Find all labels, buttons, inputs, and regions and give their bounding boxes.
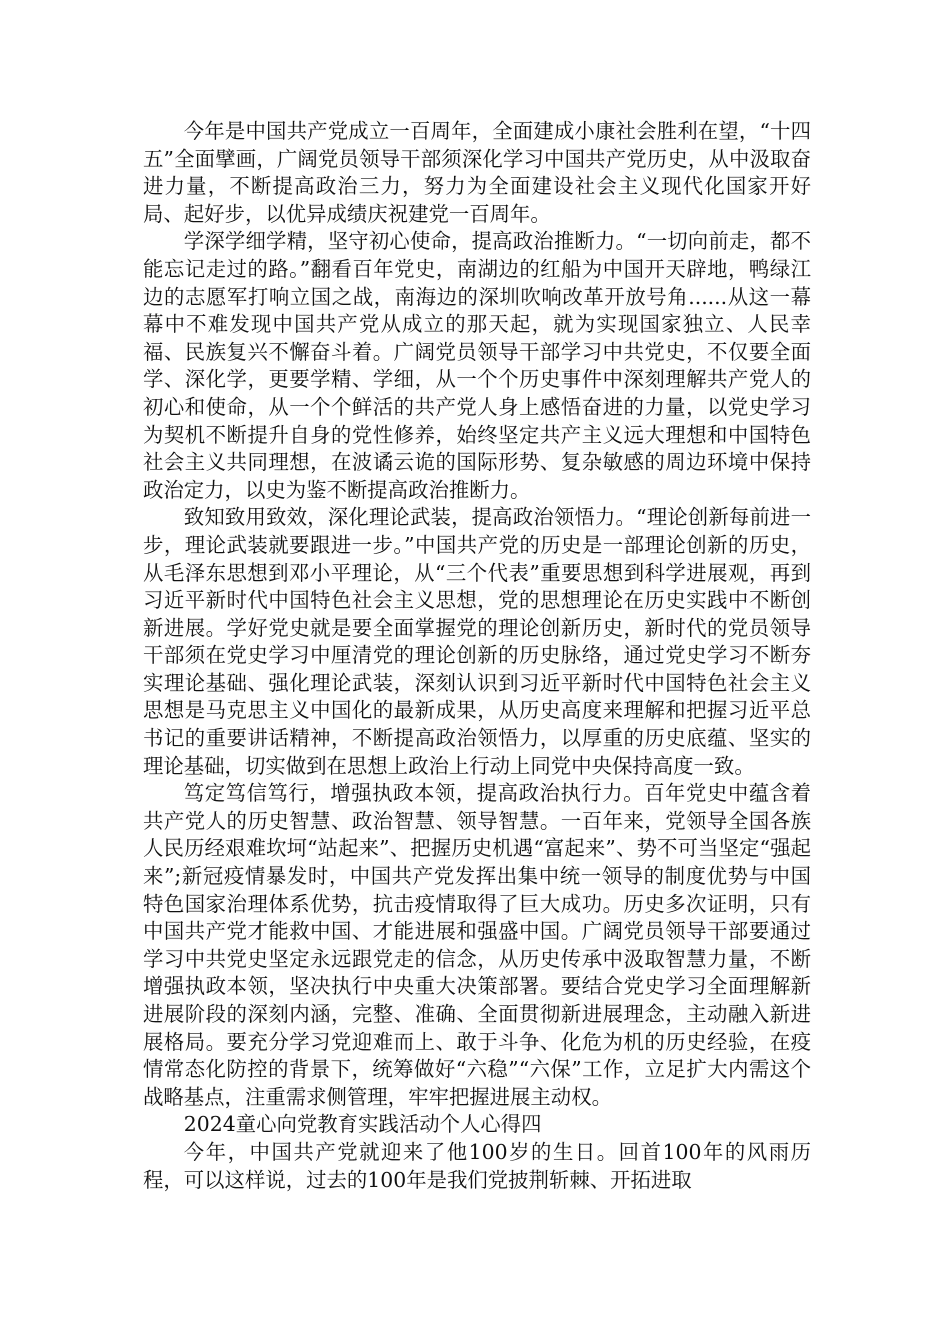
paragraph-political-execution: 笃定笃信笃行，增强执政本领，提高政治执行力。百年党史中蕴含着共产党人的历史智慧、政治智慧、领导智慧。一百年来，党领导全国各族人民历经艰难坎坷“站起来”、把握历史机遇“富起来”、势不可当坚定“强起来”;新冠疫情暴发时，中国共产党发挥出集中统一领导的制度优势与中国特色国家治理体系优势，抗击疫情取得了巨大成功。历史多次证明，只有中国共产党才能救中国、才能进展和强盛中国。广阔党员领导干部要通过学习中共党史坚定永远跟党走的信念，从历史传承中汲取智慧力量，不断增强执政本领，坚决执行中央重大决策部署。要结合党史学习全面理解新进展阶段的深刻内涵，完整、准确、全面贯彻新进展理念，主动融入新进展格局。要充分学习党迎难而上、敢于斗争、化危为机的历史经验，在疫情常态化防控的背景下，统筹做好“六稳”“六保”工作，立足扩大内需这个战略基点，注重需求侧管理，牢牢把握进展主动权。 xyxy=(143,781,811,1109)
paragraph-intro: 今年是中国共产党成立一百周年，全面建成小康社会胜利在望，“十四五”全面擘画，广阔党员领导干部须深化学习中国共产党历史，从中汲取奋进力量，不断提高政治三力，努力为全面建设社会主义现代化国家开好局、起好步，以优异成绩庆祝建党一百周年。 xyxy=(143,119,811,226)
section-heading: 2024童心向党教育实践活动个人心得四 xyxy=(183,1112,542,1137)
paragraph-closing: 今年，中国共产党就迎来了他100岁的生日。回首100年的风雨历程，可以这样说，过去的100年是我们党披荆斩棘、开拓进取 xyxy=(143,1139,811,1192)
paragraph-political-judgment: 学深学细学精，坚守初心使命，提高政治推断力。“一切向前走，都不能忘记走过的路。”翻看百年党史，南湖边的红船为中国开天辟地，鸭绿江边的志愿军打响立国之战，南海边的深圳吹响改革开放号角......从这一幕幕中不难发现中国共产党从成立的那天起，就为实现国家独立、人民幸福、民族复兴不懈奋斗着。广阔党员领导干部学习中共党史，不仅要全面学、深化学，更要学精、学细，从一个个历史事件中深刻理解共产党人的初心和使命，从一个个鲜活的共产党人身上感悟奋进的力量，以党史学习为契机不断提升自身的党性修养，始终坚定共产主义远大理想和中国特色社会主义共同理想，在波谲云诡的国际形势、复杂敏感的周边环境中保持政治定力，以史为鉴不断提高政治推断力。 xyxy=(143,229,811,502)
paragraph-political-comprehension: 致知致用致效，深化理论武装，提高政治领悟力。“理论创新每前进一步，理论武装就要跟进一步。”中国共产党的历史是一部理论创新的历史，从毛泽东思想到邓小平理论，从“三个代表”重要思想到科学进展观，再到习近平新时代中国特色社会主义思想，党的思想理论在历史实践中不断创新进展。学好党史就是要全面掌握党的理论创新历史，新时代的党员领导干部须在党史学习中厘清党的理论创新的历史脉络，通过党史学习不断夯实理论基础、强化理论武装，深刻认识到习近平新时代中国特色社会主义思想是马克思主义中国化的最新成果，从历史高度来理解和把握习近平总书记的重要讲话精神，不断提高政治领悟力，以厚重的历史底蕴、坚实的理论基础，切实做到在思想上政治上行动上同党中央保持高度一致。 xyxy=(143,505,811,778)
document-body xyxy=(143,118,811,1194)
